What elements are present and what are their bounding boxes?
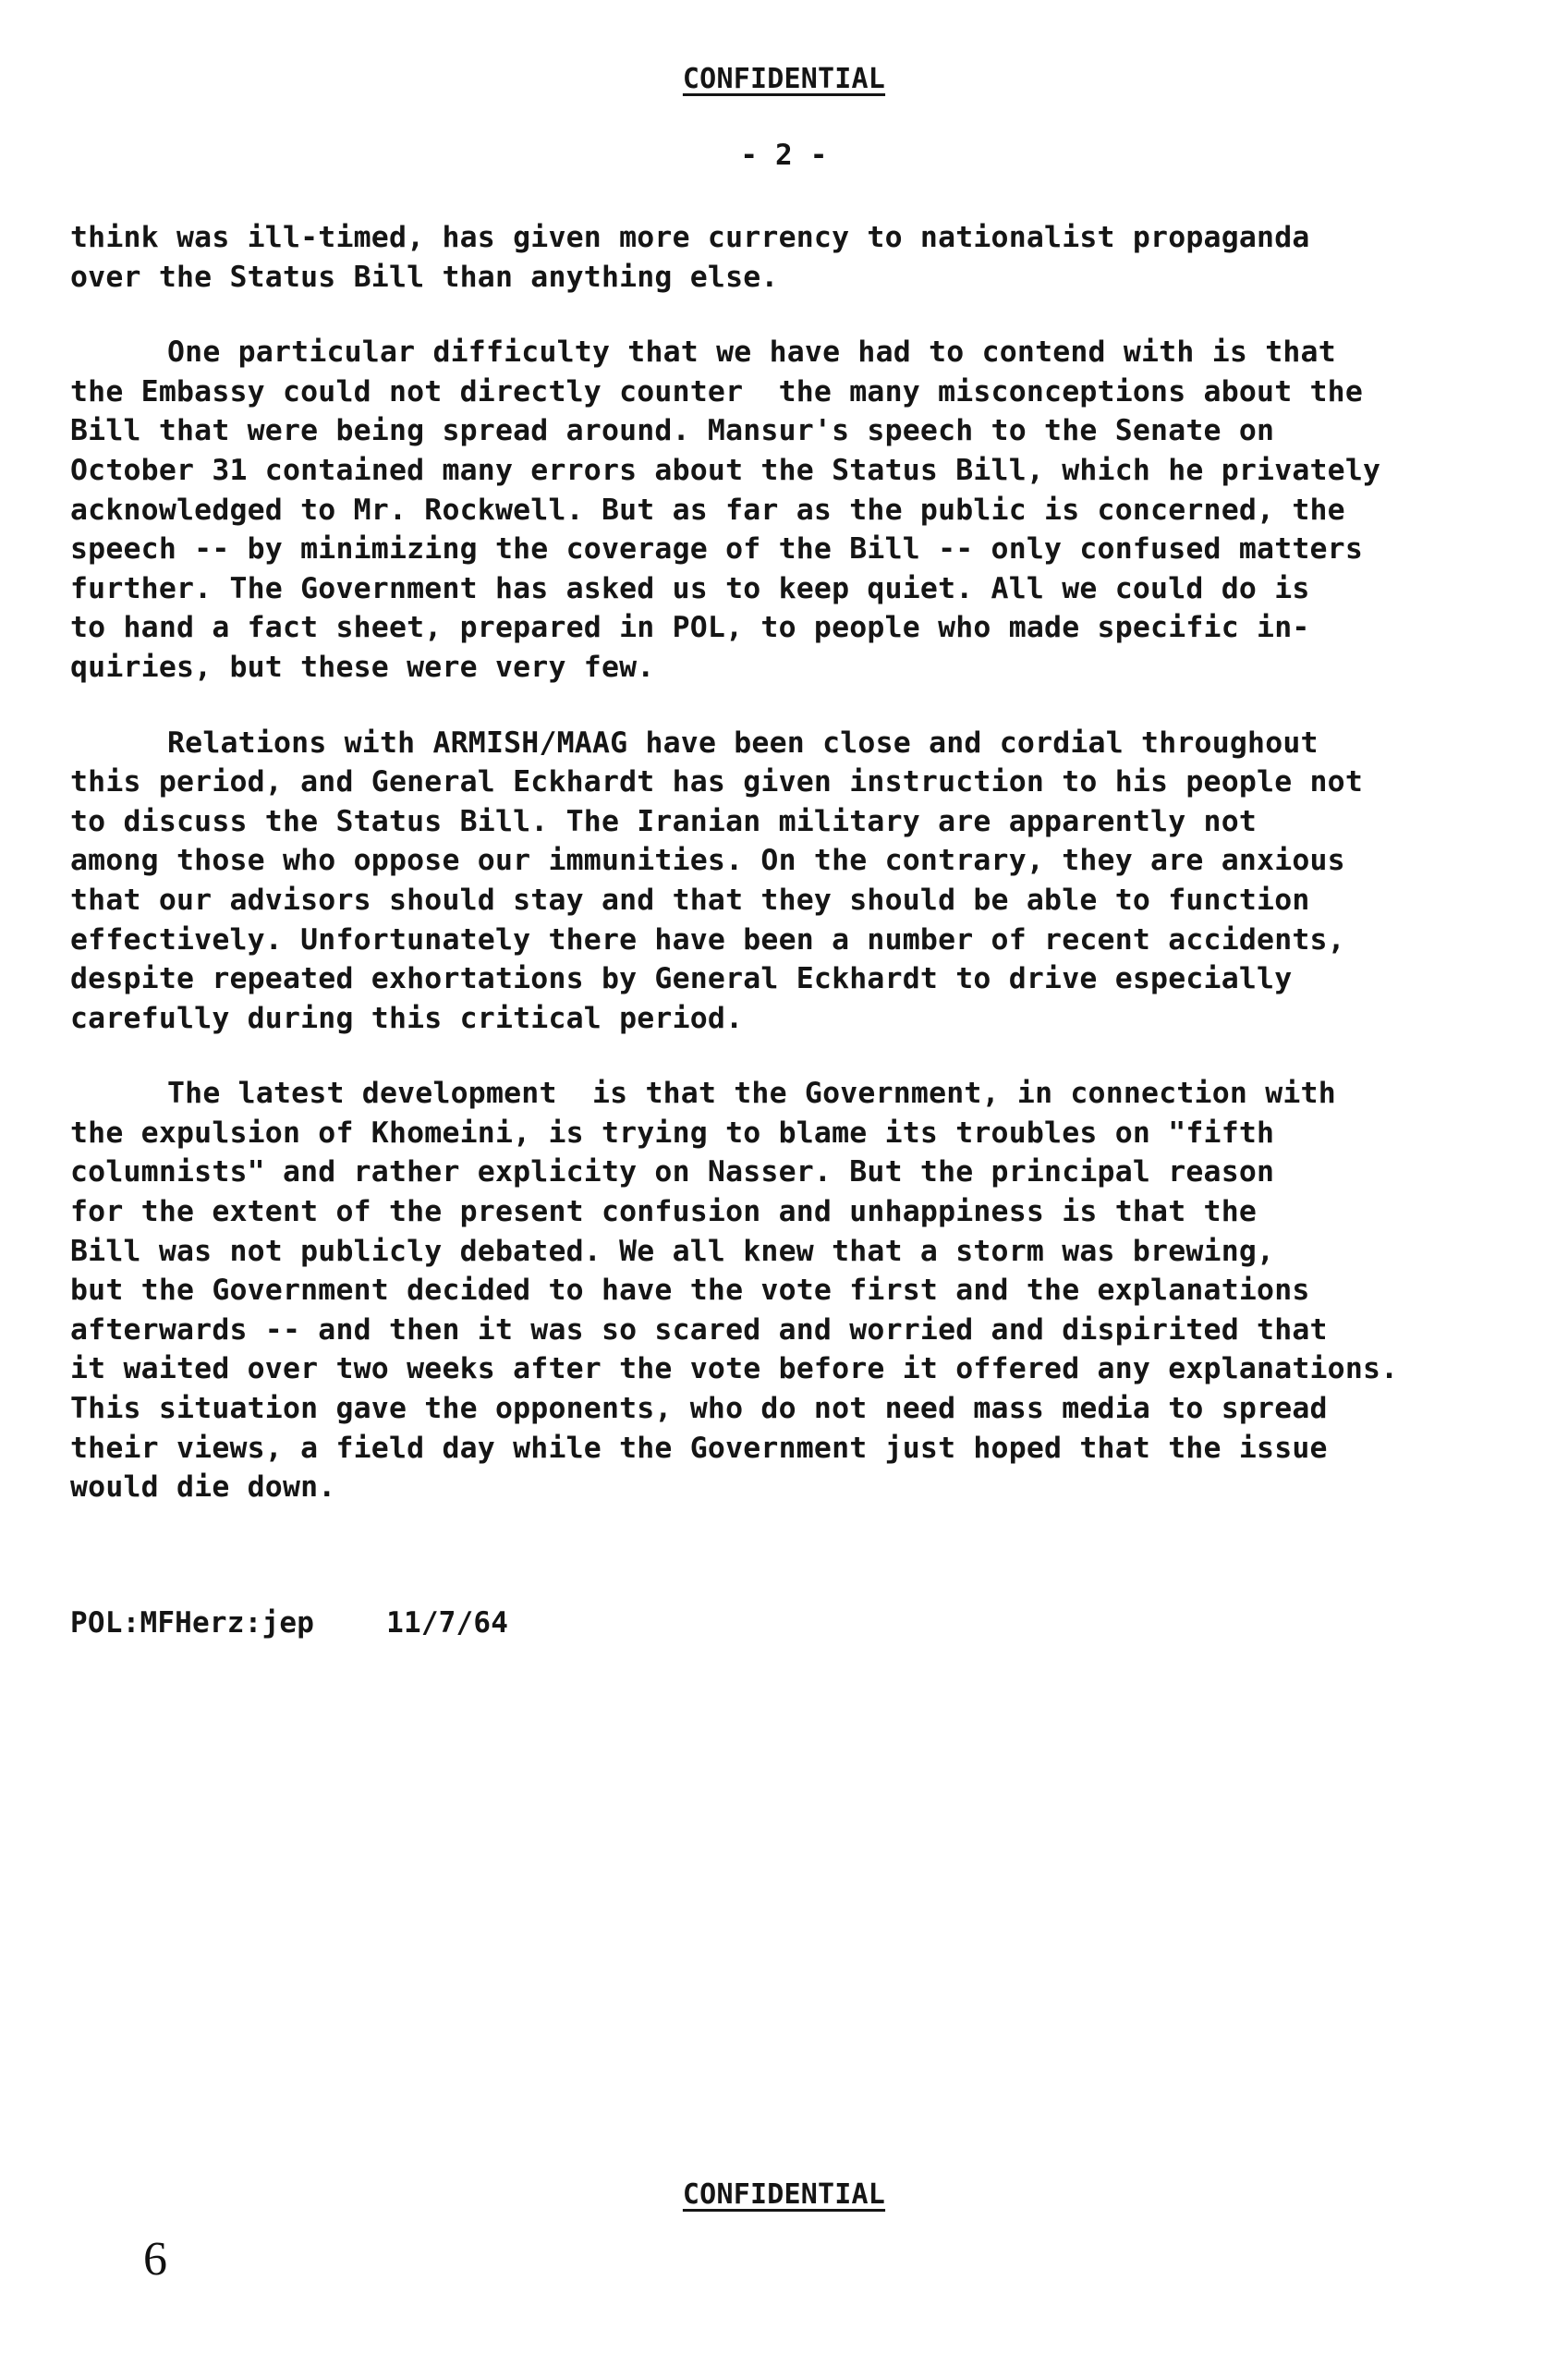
classification-header: CONFIDENTIAL [682,63,886,95]
paragraph-4 [70,1074,1512,1507]
text-line: think was ill-timed, has given more currency to nationalist propaganda [70,221,1310,254]
text-line: effectively. Unfortunately there have been a number of recent accidents, [70,922,1345,957]
text-line: The latest development is that the Government, in connection with [167,1077,1336,1111]
paragraph-2 [70,333,1512,687]
text-line: Relations with ARMISH/MAAG have been close and cordial throughout [167,726,1319,760]
drafting-line [70,1606,508,1640]
classification-footer: CONFIDENTIAL [682,2178,886,2211]
text-line: to discuss the Status Bill. The Iranian military are apparently not [70,804,1258,838]
text-line: afterwards -- and then it was so scared and worried and dispirited that [70,1312,1328,1347]
text-line: columnists" and rather explicity on Nasser. But the principal reason [70,1155,1275,1189]
text-line: this period, and General Eckhardt has given instruction to his people not [70,765,1364,799]
text-line: but the Government decided to have the vote first and the explanations [70,1274,1310,1308]
text-line: over the Status Bill than anything else. [70,260,779,294]
page-number: - 2 - [740,139,828,172]
text-line: Bill that were being spread around. Mansur's speech to the Senate on [70,414,1275,448]
text-line: further. The Government has asked us to keep quiet. All we could do is [70,571,1310,605]
text-line: despite repeated exhortations by General Eckhardt to drive especially [70,962,1293,996]
text-line: Bill was not publicly debated. We all knew that a storm was brewing, [70,1234,1275,1268]
text-line: carefully during this critical period. [70,1001,744,1035]
text-line: speech -- by minimizing the coverage of the Bill -- only confused matters [70,532,1364,567]
text-line: This situation gave the opponents, who do not need mass media to spread [70,1392,1328,1426]
folio-number: 6 [143,2233,167,2286]
paragraph-1 [70,218,1512,297]
text-line: quiries, but these were very few. [70,650,655,684]
text-line: the expulsion of Khomeini, is trying to blame its troubles on "fifth [70,1116,1275,1150]
text-line: would die down. [70,1470,336,1505]
text-line: to hand a fact sheet, prepared in POL, to people who made specific in- [70,611,1310,645]
text-line-first [70,333,1512,372]
text-line: for the extent of the present confusion and unhappiness is that the [70,1195,1258,1229]
text-line-first [70,724,1512,763]
drafting-date: 11/7/64 [386,1606,509,1640]
text-line: that our advisors should stay and that they should be able to function [70,883,1310,917]
text-line: the Embassy could not directly counter the many misconceptions about the [70,374,1364,409]
memo-body [70,218,1512,1543]
text-line: their views, a field day while the Government just hoped that the issue [70,1431,1328,1465]
text-line-first [70,1074,1512,1114]
drafting-office: POL:MFHerz:jep [70,1606,315,1640]
text-line: October 31 contained many errors about the Status Bill, which he privately [70,453,1381,487]
text-line: One particular difficulty that we have had to contend with is that [167,335,1336,370]
text-line: among those who oppose our immunities. On the contrary, they are anxious [70,844,1345,878]
text-line: acknowledged to Mr. Rockwell. But as far as the public is concerned, the [70,493,1345,527]
paragraph-3 [70,724,1512,1039]
text-line: it waited over two weeks after the vote before it offered any explanations. [70,1352,1399,1386]
